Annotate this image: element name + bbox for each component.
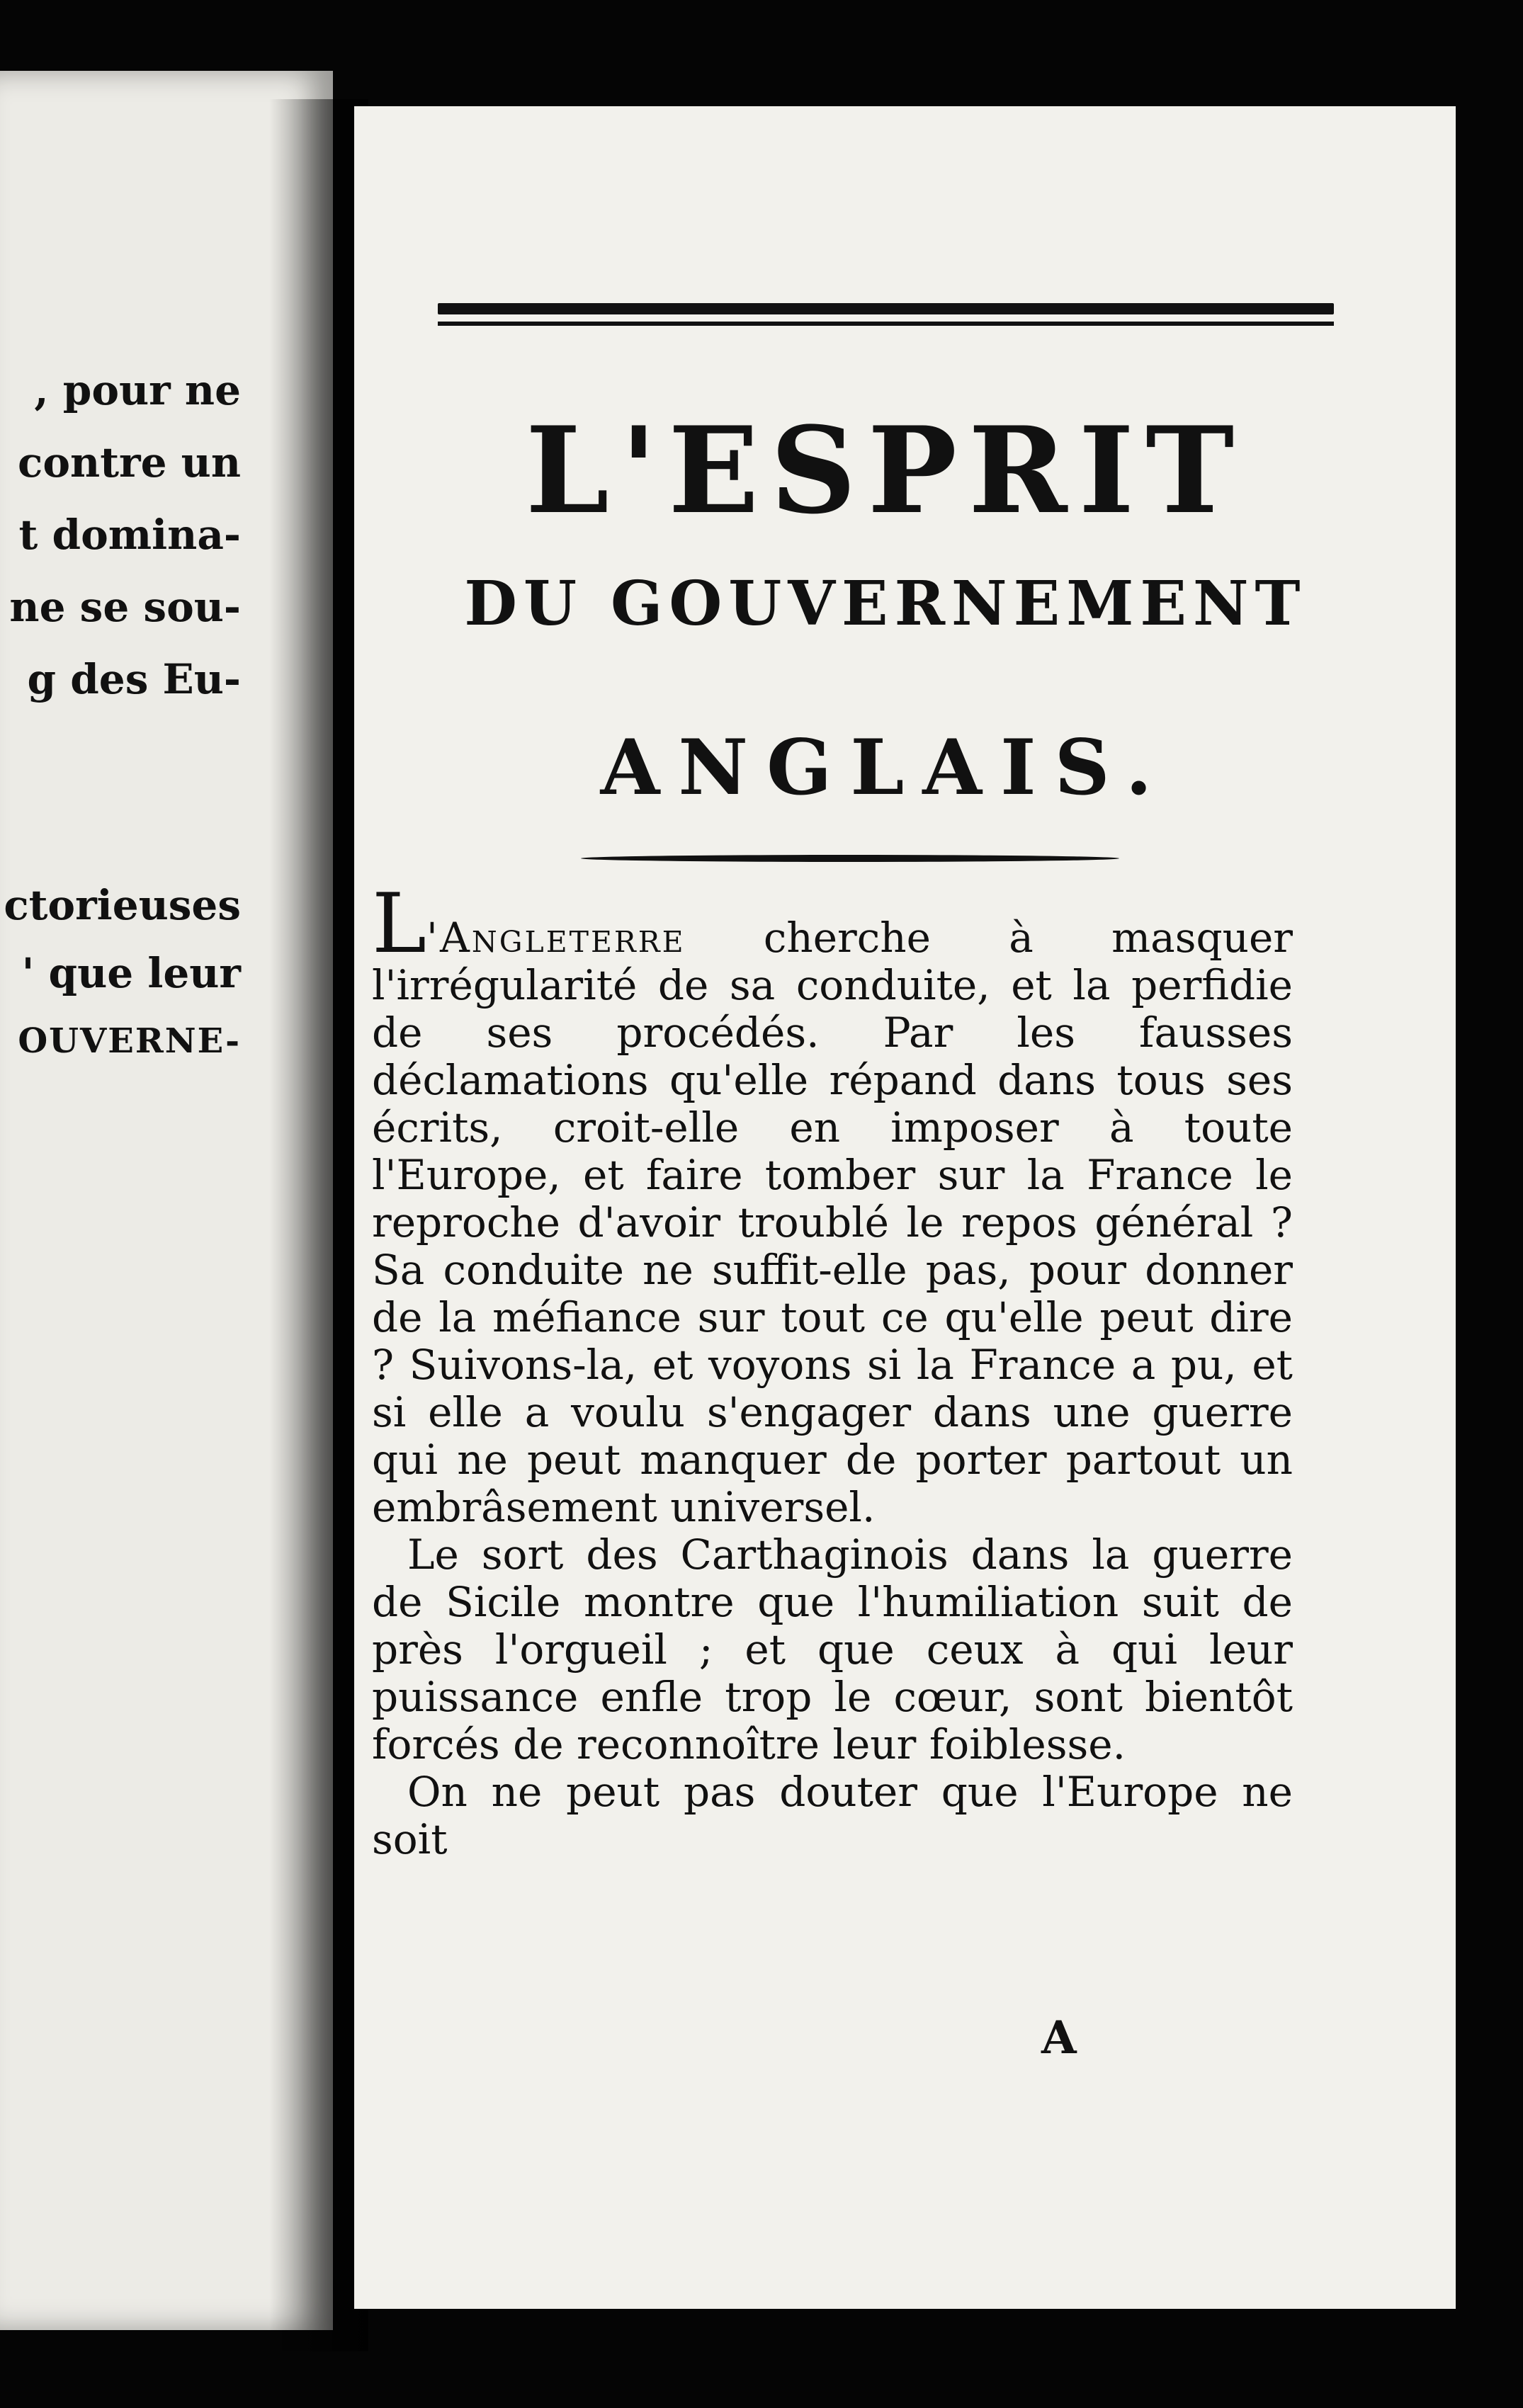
- main-page: [354, 106, 1456, 2309]
- top-rule-thick: [438, 303, 1334, 314]
- body-text: [372, 876, 1293, 1863]
- top-rule-thin: [438, 322, 1334, 326]
- paragraph-1-smallcaps: 'Angleterre: [426, 914, 686, 962]
- left-text-line: ne se sou-: [9, 583, 241, 631]
- title-separator-rule: [581, 855, 1119, 862]
- paragraph-3: On ne peut pas douter que l'Europe ne soit: [372, 1768, 1293, 1863]
- title-line-3: ANGLAIS.: [600, 723, 1171, 812]
- title-line-2: DU GOUVERNEMENT: [464, 568, 1307, 640]
- left-text-line: , pour ne: [34, 366, 241, 414]
- left-text-line: g des Eu-: [27, 655, 241, 703]
- paragraph-1: [372, 876, 1293, 1531]
- left-bold-line: ctorieuses: [4, 881, 241, 929]
- left-bold-line: ' que leur: [21, 949, 241, 997]
- left-text-line: contre un: [18, 438, 241, 487]
- title-line-1: L'ESPRIT: [525, 400, 1246, 540]
- book-gutter-shadow: [269, 99, 368, 2351]
- paragraph-2: Le sort des Carthaginois dans la guerre de Sicile montre que l'humiliation suit de près l'orgueil ; et que ceux à qui leur puissance enfle trop le cœur, sont bientôt forcés de reconnoître leur foiblesse.: [372, 1530, 1293, 1768]
- drop-cap: L: [372, 876, 427, 972]
- left-bold-line: OUVERNE-: [18, 1021, 241, 1061]
- left-page-bold-text: [0, 871, 241, 1075]
- left-page-text: [0, 354, 241, 715]
- signature-mark: A: [1041, 2011, 1077, 2065]
- left-text-line: t domina-: [18, 511, 241, 559]
- paragraph-1-text: cherche à masquer l'irrégularité de sa conduite, et la perfidie de ses procédés. Par les fausses déclamations qu'elle répand dans tous ses écrits, croit-elle en imposer à toute l'Europe, et faire tomber sur la France le reproche d'avoir troublé le repos général ? Sa conduite ne suffit-elle pas, pour donner de la méfiance sur tout ce qu'elle peut dire ? Suivons-la, et voyons si la France a pu, et si elle a voulu s'engager dans une guerre qui ne peut manquer de porter partout un embrâsement universel.: [372, 914, 1293, 1531]
